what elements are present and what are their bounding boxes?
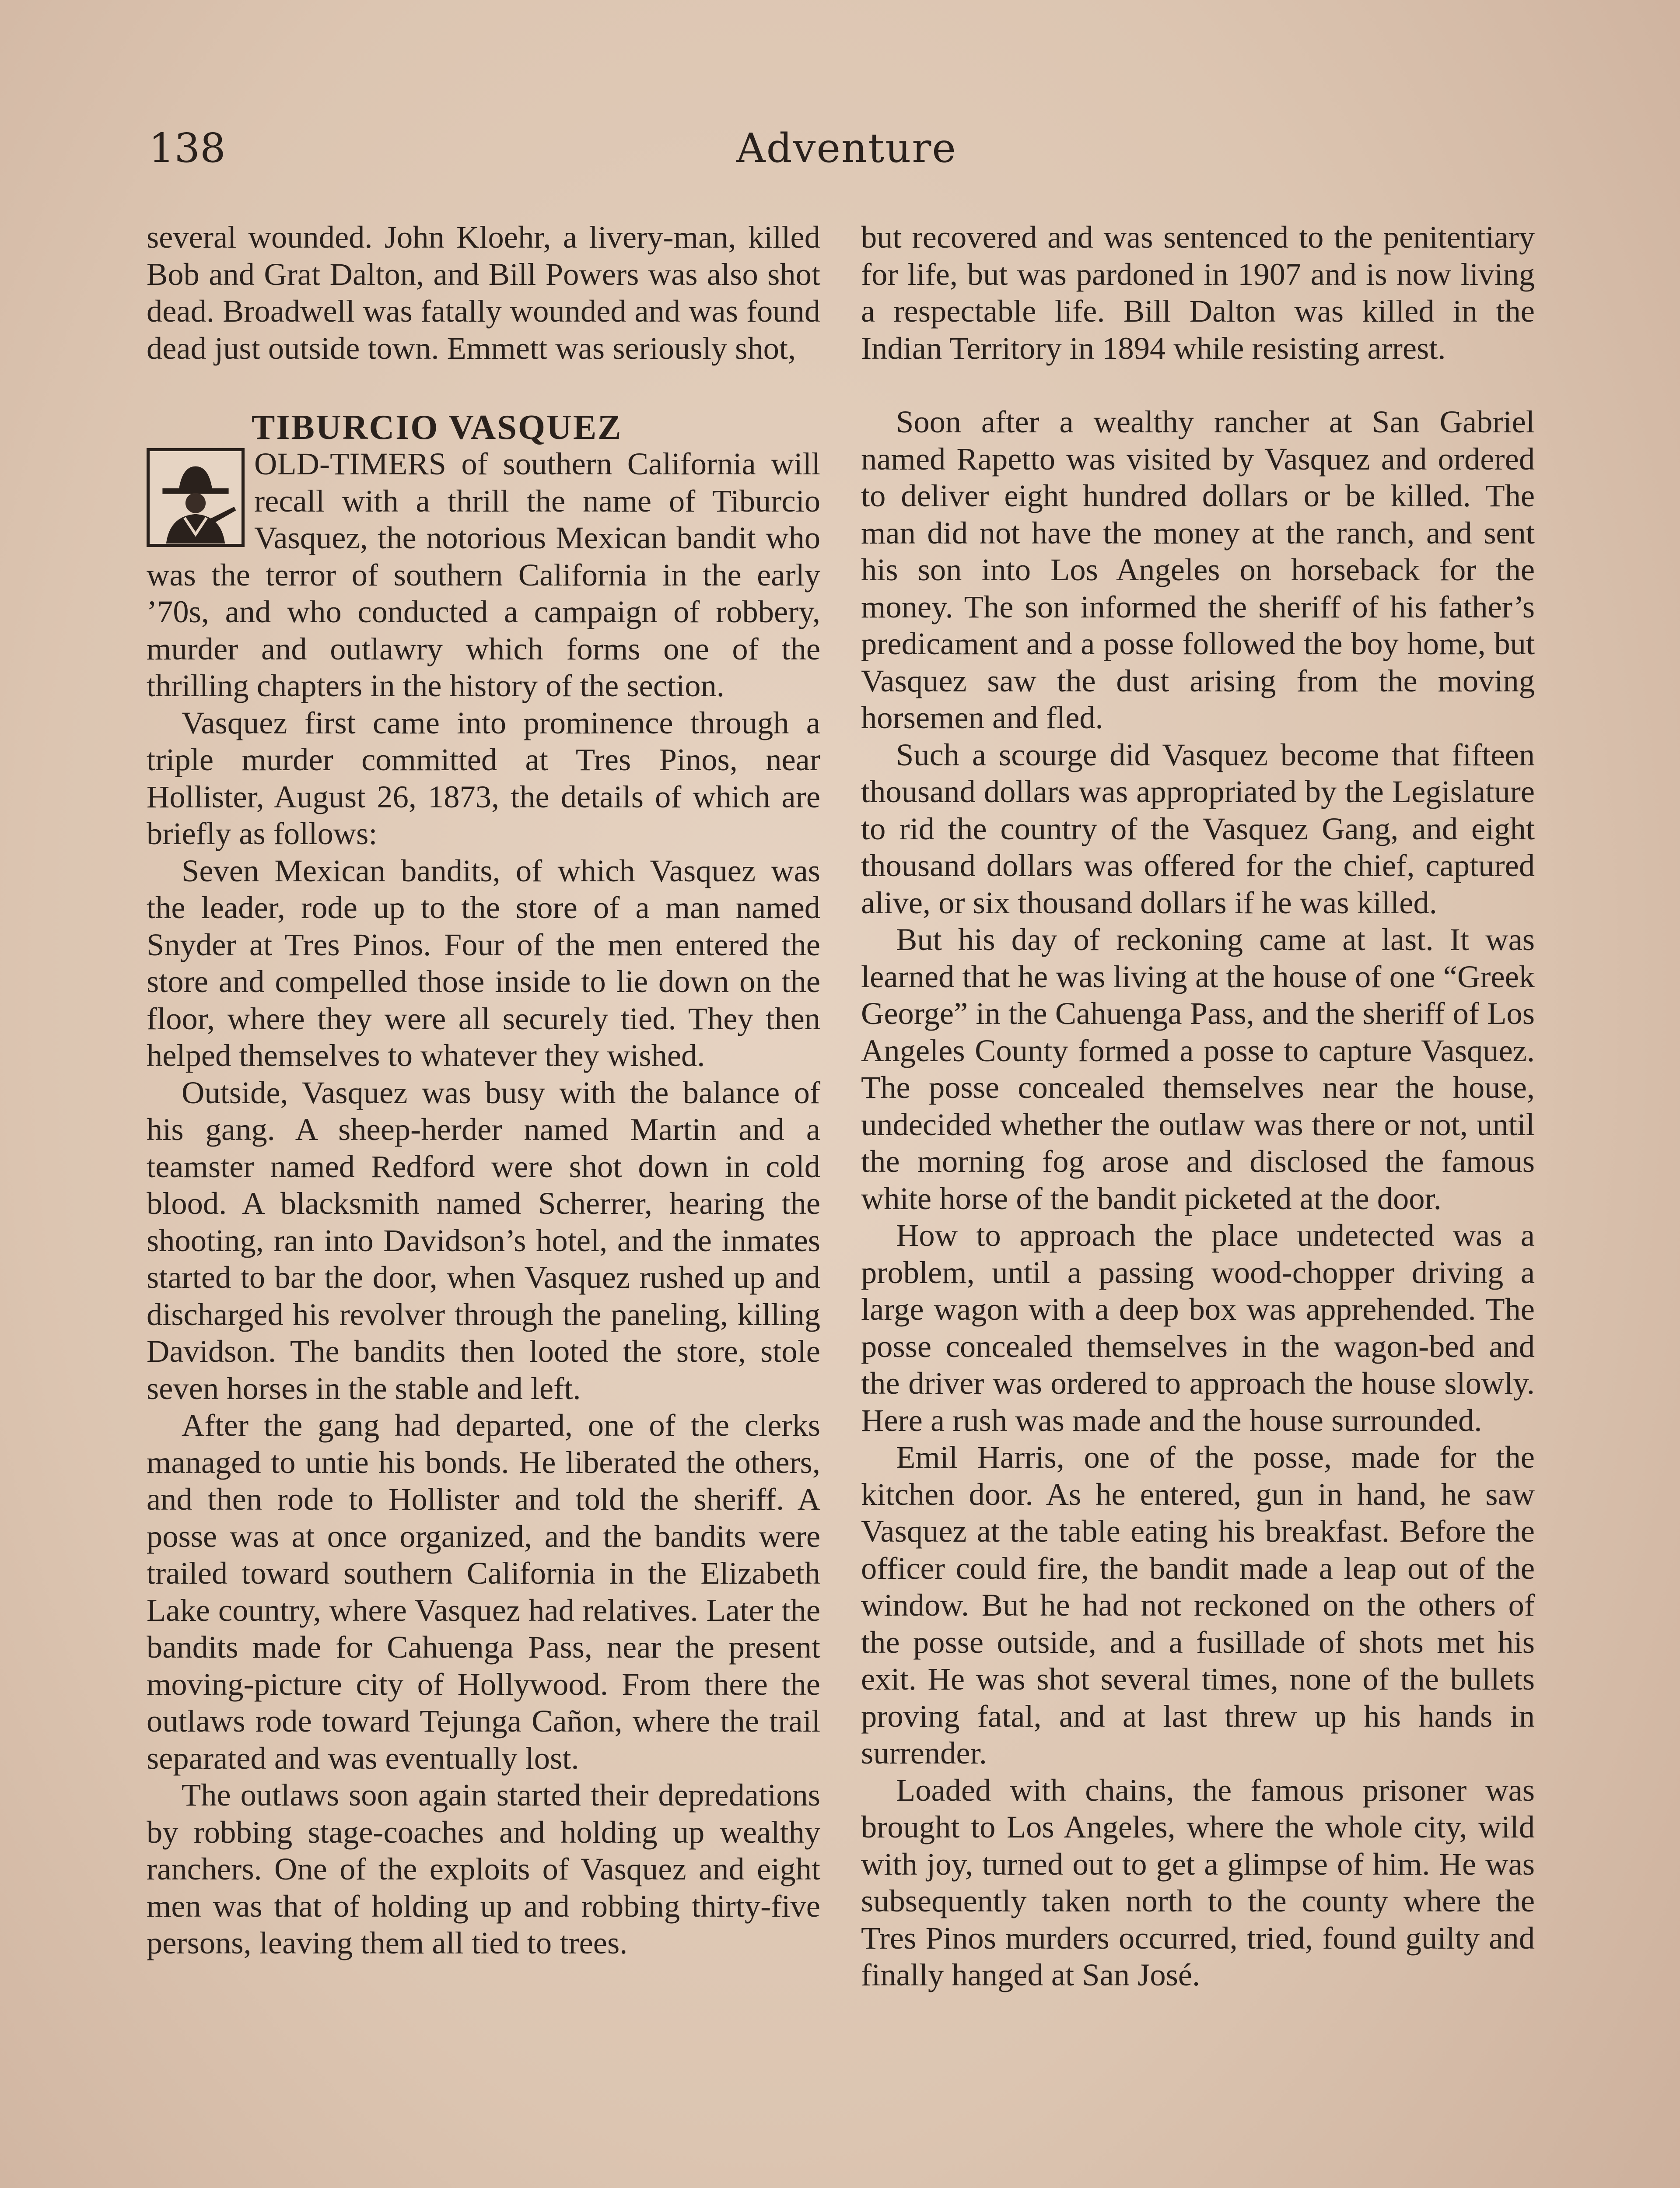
paragraph: Soon after a wealthy rancher at San Gabriel named Rapetto was visited by Vasquez and ordered to deliver eight hundred dollars or be killed. The man did not have the money at the ranch, and sent his son into Los Angeles on horseback for the money. The son informed the sheriff of his father’s predicament and a posse followed the boy home, but Vasquez saw the dust arising from the moving horsemen and fled. bbox=[861, 404, 1535, 735]
paragraph: OLD-TIMERS of southern California will recall with a thrill the name of Tiburcio Vasquez, the notorious Mexican bandit who was the terror of southern California in the early ’70s, and who conducted a campaign of robbery, murder and outlawry which forms one of the thrilling chapters in the history of the section. bbox=[147, 446, 820, 703]
right-column bbox=[861, 219, 1535, 1994]
paragraph: But his day of reckoning came at last. It was learned that he was living at the house of one “Greek George” in the Cahuenga Pass, and the sheriff of Los Angeles County formed a posse to capture Vasquez. The posse concealed themselves near the house, undecided whether the outlaw was there or not, until the morning fog arose and disclosed the famous white horse of the bandit picketed at the door. bbox=[861, 922, 1535, 1216]
paragraph: Vasquez first came into prominence through a triple murder committed at Tres Pinos, near Hollister, August 26, 1873, the details of which are briefly as follows: bbox=[147, 705, 820, 851]
paragraph: The outlaws soon again started their depredations by robbing stage-coaches and holding up wealthy ranchers. One of the exploits of Vasquez and eight men was that of holding up and robbing thirty-five persons, leaving them all tied to trees. bbox=[147, 1777, 820, 1960]
paragraph: After the gang had departed, one of the clerks managed to untie his bonds. He liberated the others, and then rode to Hollister and told the sheriff. A posse was at once organized, and the bandits were trailed toward southern California in the Elizabeth Lake country, where Vasquez had relatives. Later the bandits made for Cahuenga Pass, near the present moving-picture city of Hollywood. From there the outlaws rode toward Tejunga Cañon, where the trail separated and was eventually lost. bbox=[147, 1407, 820, 1776]
paragraph: Outside, Vasquez was busy with the balance of his gang. A sheep-herder named Martin and a teamster named Redford were shot down in cold blood. A blacksmith named Scherrer, hearing the shooting, ran into Davidson’s hotel, and the inmates started to bar the door, when Vasquez rushed up and discharged his revolver through the paneling, killing Davidson. The bandits then looted the store, stole seven horses in the stable and left. bbox=[147, 1074, 820, 1406]
cowboy-illustration-icon bbox=[147, 448, 245, 547]
magazine-title: Adventure bbox=[736, 125, 957, 172]
paragraph: Such a scourge did Vasquez become that fifteen thousand dollars was appropriated by the Legislature to rid the country of the Vasquez Gang, and eight thousand dollars was offered for the chief, captured alive, or six thousand dollars if he was killed. bbox=[861, 736, 1535, 920]
running-head bbox=[149, 125, 1544, 182]
page-number: 138 bbox=[149, 125, 226, 172]
paragraph: Emil Harris, one of the posse, made for the kitchen door. As he entered, gun in hand, he saw Vasquez at the table eating his breakfast. Before the officer could fire, the bandit made a leap out of the window. But he had not reckoned on the others of the posse outside, and a fusillade of shots met his exit. He was shot several times, none of the bullets proving fatal, and at last threw up his hands in surrender. bbox=[861, 1439, 1535, 1771]
section-heading: TIBURCIO VASQUEZ bbox=[252, 408, 623, 447]
left-column bbox=[147, 219, 820, 1962]
paragraph: How to approach the place undetected was a problem, until a passing wood-chopper driving a large wagon with a deep box was apprehended. The posse concealed themselves in the wagon-bed and the driver was ordered to approach the house slowly. Here a rush was made and the house surrounded. bbox=[861, 1217, 1535, 1438]
paragraph: but recovered and was sentenced to the penitentiary for life, but was pardoned in 1907 and is now living a respectable life. Bill Dalton was killed in the Indian Territory in 1894 while resisting arrest. bbox=[861, 219, 1535, 366]
paragraph: Loaded with chains, the famous prisoner was brought to Los Angeles, where the whole city, wild with joy, turned out to get a glimpse of him. He was subsequently taken north to the county where the Tres Pinos murders occurred, tried, found guilty and finally hanged at San José. bbox=[861, 1772, 1535, 1992]
paragraph: Seven Mexican bandits, of which Vasquez was the leader, rode up to the store of a man named Snyder at Tres Pinos. Four of the men entered the store and compelled those inside to lie down on the floor, where they were all securely tied. They then helped themselves to whatever they wished. bbox=[147, 852, 820, 1073]
paragraph: several wounded. John Kloehr, a livery-man, killed Bob and Grat Dalton, and Bill Powers was also shot dead. Broadwell was fatally wounded and was found dead just outside town. Emmett was seriously shot, bbox=[147, 219, 820, 366]
